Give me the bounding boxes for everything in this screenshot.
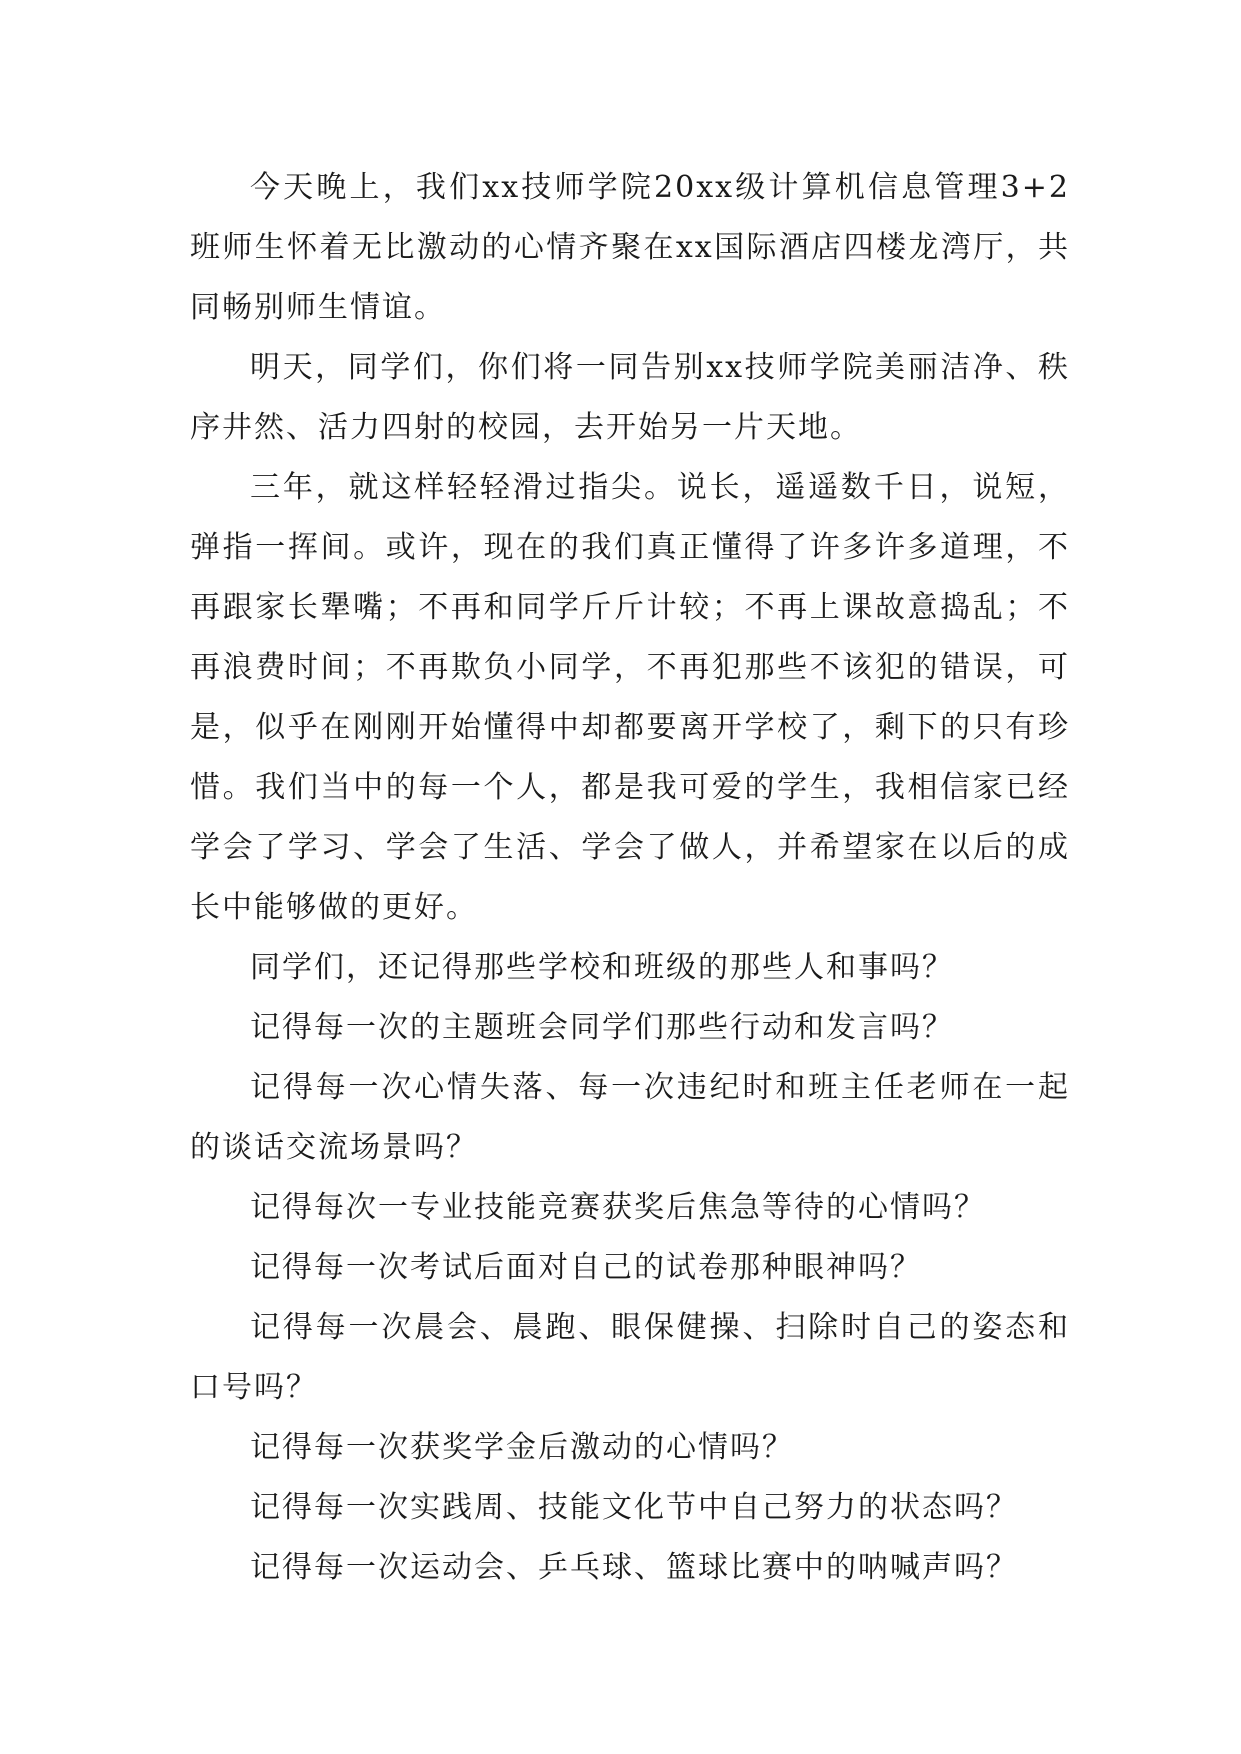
- paragraph: 同学们，还记得那些学校和班级的那些人和事吗？: [250, 950, 954, 985]
- paragraph: 记得每次一专业技能竞赛获奖后焦急等待的心情吗？: [250, 1190, 986, 1225]
- paragraph: 明天，同学们，你们将一同告别xx技师学院美丽洁净、秩序井然、活力四射的校园，去开始另一片天地。: [190, 350, 1070, 445]
- paragraph: 记得每一次晨会、晨跑、眼保健操、扫除时自己的姿态和口号吗？: [190, 1310, 1070, 1405]
- paragraph: 记得每一次获奖学金后激动的心情吗？: [250, 1430, 794, 1465]
- paragraph: 记得每一次运动会、乒乓球、篮球比赛中的呐喊声吗？: [250, 1550, 1018, 1585]
- paragraph: 记得每一次的主题班会同学们那些行动和发言吗？: [250, 1010, 954, 1045]
- paragraph: 今天晚上，我们xx技师学院20xx级计算机信息管理3+2班师生怀着无比激动的心情齐聚在xx国际酒店四楼龙湾厅，共同畅别师生情谊。: [190, 170, 1070, 325]
- paragraph: 记得每一次考试后面对自己的试卷那种眼神吗？: [250, 1250, 922, 1285]
- paragraph: 记得每一次心情失落、每一次违纪时和班主任老师在一起的谈话交流场景吗？: [190, 1070, 1070, 1165]
- document-body: [190, 158, 1070, 1598]
- paragraph: 三年，就这样轻轻滑过指尖。说长，遥遥数千日，说短，弹指一挥间。或许，现在的我们真正懂得了许多许多道理，不再跟家长犟嘴；不再和同学斤斤计较；不再上课故意捣乱；不再浪费时间；不再欺负小同学，不再犯那些不该犯的错误，可是，似乎在刚刚开始懂得中却都要离开学校了，剩下的只有珍惜。我们当中的每一个人，都是我可爱的学生，我相信家已经学会了学习、学会了生活、学会了做人，并希望家在以后的成长中能够做的更好。: [190, 470, 1070, 925]
- paragraph: 记得每一次实践周、技能文化节中自己努力的状态吗？: [250, 1490, 1018, 1525]
